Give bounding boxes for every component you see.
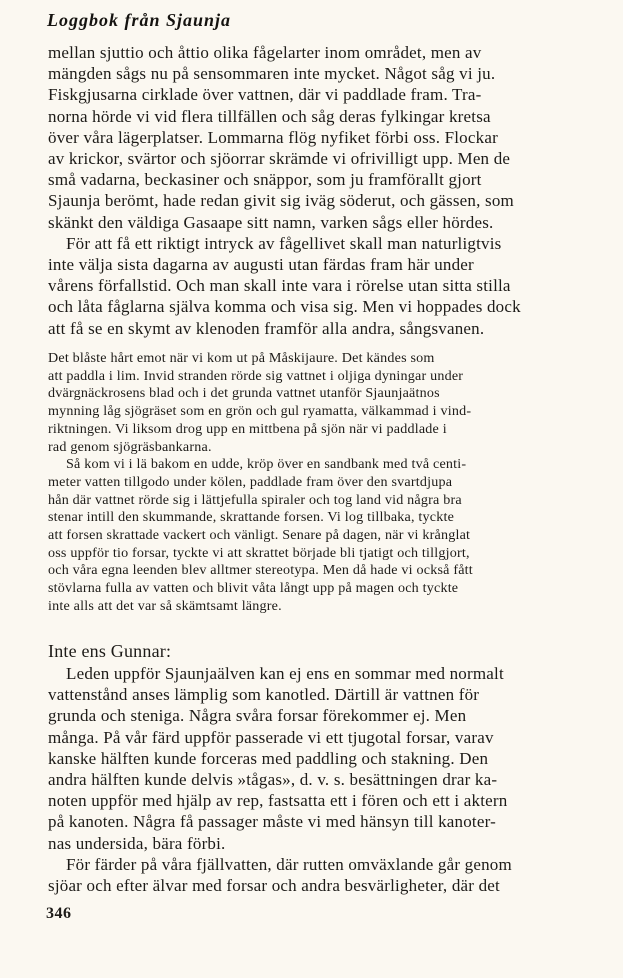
small-text-line: Det blåste hårt emot när vi kom ut på Måskijaure. Det kändes som (48, 350, 435, 366)
text-line: inte välja sista dagarna av augusti utan färdas fram här under (48, 255, 474, 275)
text-line: grunda och steniga. Några svåra forsar förekommer ej. Men (48, 706, 467, 726)
small-text-line: Så kom vi i lä bakom en udde, kröp över en sandbank med två centi- (66, 456, 467, 473)
text-line: att få se en skymt av klenoden framför alla andra, sångsvanen. (48, 318, 485, 338)
lower-text-block (48, 640, 558, 896)
text-line: noten uppför med hjälp av rep, fastsatta ett i fören och ett i aktern (48, 791, 508, 811)
text-line: Leden uppför Sjaunjaälven kan ej ens en sommar med normalt (66, 664, 504, 683)
text-line: skänkt den väldiga Gasaape sitt namn, varken sågs eller hördes. (48, 212, 494, 232)
text-line: För att få ett riktigt intryck av fågellivet skall man naturligtvis (66, 233, 502, 253)
text-line: av krickor, svärtor och sjöorrar skrämde vi ofrivilligt upp. Men de (48, 149, 511, 169)
text-line: mängden sågs nu på sensommaren inte mycket. Något såg vi ju. (48, 64, 496, 84)
lower-heading: Inte ens Gunnar: (48, 641, 172, 661)
page-number: 346 (46, 905, 72, 922)
running-head: Loggbok från Sjaunja (47, 10, 232, 30)
text-line: många. På vår färd uppför passerade vi ett tjugotal forsar, varav (48, 727, 494, 747)
small-text-line: och våra egna leenden blev alltmer stereotypa. Men då hade vi också fått (48, 562, 473, 579)
small-text-line: hån där vattnet rörde sig i lättjefulla spiraler och tog land vid några bra (48, 491, 462, 508)
text-line: För färder på våra fjällvatten, där rutten omväxlande går genom (66, 854, 512, 874)
small-text-line: oss uppför tio forsar, tyckte vi att skrattet började bli tjatigt och tillgjort, (48, 544, 470, 561)
text-line: norna hörde vi vid flera tillfällen och såg deras fylkingar kretsa (48, 106, 491, 126)
small-text-line: rad genom sjögräsbankarna. (48, 438, 212, 455)
text-line: kanske hälften kunde forceras med paddling och stakning. Den (48, 748, 489, 768)
small-text-line: stenar intill den skummande, skrattande forsen. Vi log tillbaka, tyckte (48, 509, 455, 526)
small-text-line: att forsen skrattade vackert och vänligt. Senare på dagen, när vi krånglat (48, 527, 471, 544)
small-text-line: meter vatten tillgodo under kölen, paddlade fram över den svartdjupa (48, 473, 453, 490)
text-line: Sjaunja berömt, hade redan givit sig iväg söderut, och gässen, som (48, 191, 514, 211)
text-line: nas undersida, bära förbi. (48, 833, 226, 853)
text-line: små vadarna, beckasiner och snäppor, som ju framförallt gjort (48, 170, 482, 190)
small-print-block (48, 350, 558, 616)
small-text-line: att paddla i lim. Invid stranden rörde sig vattnet i oljiga dyningar under (48, 367, 464, 384)
small-text-line: mynning låg sjögräset som en grön och gul ryamatta, välkammad i vind- (48, 403, 472, 420)
small-text-line: inte alls att det var så skämtsamt längre. (48, 597, 282, 614)
text-line: Fiskgjusarna cirklade över vattnen, där vi paddlade fram. Tra- (48, 85, 482, 105)
text-line: och låta fåglarna själva komma och visa sig. Men vi hoppades dock (48, 297, 521, 317)
text-line: över våra lägerplatser. Lommarna flög nyfiket förbi oss. Flockar (48, 127, 498, 147)
small-text-line: dvärgnäckrosens blad och i det grunda vattnet utanför Sjaunjaätnos (48, 385, 440, 402)
text-line: vattenstånd anses lämplig som kanotled. Därtill är vattnen för (48, 685, 480, 705)
small-text-line: stövlarna fulla av vatten och blivit våta långt upp på magen och tyckte (48, 580, 459, 597)
small-text-line: riktningen. Vi liksom drog upp en mittbena på sjön när vi paddlade i (48, 420, 447, 437)
text-line: på kanoten. Några få passager måste vi med hänsyn till kanoter- (48, 812, 496, 832)
text-line: vårens förfallstid. Och man skall inte vara i rörelse utan sitta stilla (48, 276, 511, 296)
text-line: mellan sjuttio och åttio olika fågelarter inom området, men av (48, 43, 482, 62)
text-line: sjöar och efter älvar med forsar och andra besvärligheter, där det (48, 876, 500, 896)
text-line: andra hälften kunde delvis »tågas», d. v. s. besättningen drar ka- (48, 770, 498, 790)
main-text-block (48, 42, 558, 339)
